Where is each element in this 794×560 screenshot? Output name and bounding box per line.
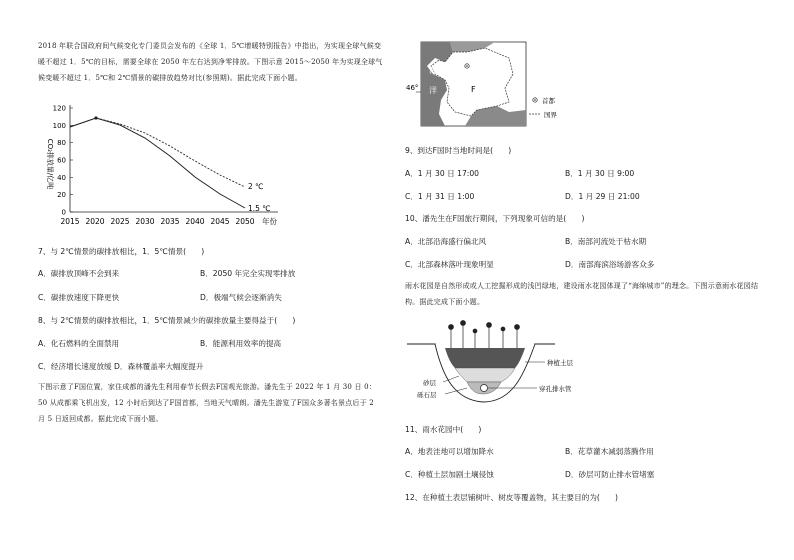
- q7-option-d[interactable]: D．极端气候会逐渐消失: [200, 293, 282, 302]
- map-sea2: 洋: [429, 86, 437, 95]
- x-unit-label: 年份: [262, 217, 277, 226]
- plants: [449, 321, 520, 349]
- x-tick-label: 2015: [60, 217, 80, 226]
- f-country-map: [405, 40, 580, 128]
- y-tick-label: 0: [61, 208, 66, 217]
- q7-option-a[interactable]: A．碳排放顶峰不会到来: [38, 269, 120, 278]
- q11-option-b[interactable]: B．花草灌木减弱蒸腾作用: [565, 447, 654, 456]
- q11-option-a[interactable]: A．地表洼地可以增加降水: [405, 447, 494, 456]
- legend-border: 国界: [544, 111, 557, 119]
- x-tick-label: 2045: [210, 217, 230, 226]
- y-tick-label: 60: [57, 156, 66, 165]
- x-tick-label: 2030: [135, 217, 155, 226]
- q10-option-a[interactable]: A．北部沿海盛行偏北风: [405, 237, 487, 246]
- q9-stem: 9、到达F国时当地时间是( ): [405, 146, 512, 155]
- label-gravel: 砾石层: [417, 391, 437, 399]
- q7-option-c[interactable]: C．碳排放速度下降更快: [38, 293, 120, 302]
- q10-option-b[interactable]: B．南部河流处于枯水期: [565, 237, 647, 246]
- rain-garden-diagram: [405, 318, 585, 408]
- label-sand: 砂层: [423, 379, 436, 387]
- chart-ylabel: CO₂排放量/亿吨: [46, 138, 54, 190]
- x-tick-label: 2035: [160, 217, 180, 226]
- q10-option-d[interactable]: D．南部海滨浴场游客众多: [565, 260, 655, 269]
- legend-capital: 首都: [542, 97, 555, 105]
- soil-layer: [445, 348, 525, 368]
- q12-stem: 12、在种植土表层铺树叶、树皮等覆盖物，其主要目的为( ): [405, 493, 619, 502]
- q8-stem: 8、与 2℃情景的碳排放相比，1．5℃情景减少的碳排放量主要得益于( ): [38, 316, 296, 325]
- q9-option-b[interactable]: B．1 月 30 日 9:00: [565, 169, 635, 178]
- x-tick-label: 2040: [185, 217, 205, 226]
- series-2c-line: [70, 118, 245, 187]
- x-tick-label: 2050: [235, 217, 255, 226]
- q9-option-c[interactable]: C．1 月 31 日 1:00: [405, 192, 475, 201]
- q7-stem: 7、与 2℃情景的碳排放相比，1．5℃情景( ): [38, 247, 205, 256]
- q11-option-c[interactable]: C．种植土层加剧土壤侵蚀: [405, 470, 494, 479]
- y-tick-label: 20: [57, 191, 66, 200]
- passage-rain-garden: 雨水花园是自然形成或人工挖掘形成的浅凹绿地，建设雨水花园体现了“海绵城市”的理念。下图示意雨水花园结构。据此完成下面小题。: [405, 282, 759, 306]
- series-15c-line: [70, 118, 245, 208]
- q9-option-d[interactable]: D．1 月 29 日 21:00: [565, 192, 640, 201]
- y-tick-label: 100: [52, 121, 66, 130]
- q7-option-b[interactable]: B．2050 年完全实现零排放: [200, 269, 296, 278]
- intro-passage: 2018 年联合国政府间气候变化专门委员会发布的《全球 1．5℃增暖特别报告》中指出，为实现全球气候变暖不超过 1．5℃的目标，需要全球在 2050 年左右达到净零排放。下图示意 2015～2050 年为实现全球气候变暖不超过 1．5℃和 2℃情景的碳排放趋势对比(参照期)。据此完成下面小题。: [38, 42, 383, 82]
- label-2c: 2 ℃: [248, 182, 264, 191]
- map-sea1: 海: [429, 66, 437, 75]
- q10-stem: 10、潘先生在F国旅行期间，下列现象可信的是( ): [405, 214, 585, 223]
- q9-option-a[interactable]: A．1 月 30 日 17:00: [405, 169, 480, 178]
- map-lat: 46°: [406, 84, 419, 92]
- x-tick-labels: [60, 217, 254, 226]
- label-pipe: 穿孔排水管: [539, 385, 572, 393]
- left-column: [38, 38, 383, 86]
- map-country: F: [471, 85, 476, 94]
- q8-option-b[interactable]: B．能源利用效率的提高: [200, 339, 282, 348]
- q8-option-cd[interactable]: C．经济增长速度放缓 D．森林覆盖率大幅度提升: [38, 362, 204, 371]
- emissions-chart: [38, 100, 288, 235]
- x-tick-label: 2020: [85, 217, 105, 226]
- passage-f-country: 下图示意了F国位置，家住成都的潘先生利用春节长假去F国观光旅游。潘先生于 2022 年 1 月 30 日 0：50 从成都乘飞机出发，12 小时后到达了F国首都，当地天气晴朗。潘先生游览了F国众多著名景点后于 2 月 5 日返回成都。据此完成下面小题。: [38, 383, 376, 423]
- q11-stem: 11、雨水花园中( ): [405, 425, 482, 434]
- question-7: [38, 244, 383, 259]
- label-soil: 种植土层: [547, 359, 573, 367]
- label-15c: 1.5 ℃: [248, 204, 271, 213]
- q11-option-d[interactable]: D．砂层可防止排水管堵塞: [565, 470, 655, 479]
- q8-option-a[interactable]: A．化石燃料的全面禁用: [38, 339, 120, 348]
- q10-option-c[interactable]: C．北部森林落叶现象明显: [405, 260, 494, 269]
- peak-point: [94, 116, 97, 119]
- drain-pipe: [481, 385, 488, 392]
- y-tick-label: 40: [57, 173, 66, 182]
- x-tick-label: 2025: [110, 217, 130, 226]
- y-tick-label: 80: [57, 139, 66, 148]
- y-tick-label: 120: [52, 104, 66, 113]
